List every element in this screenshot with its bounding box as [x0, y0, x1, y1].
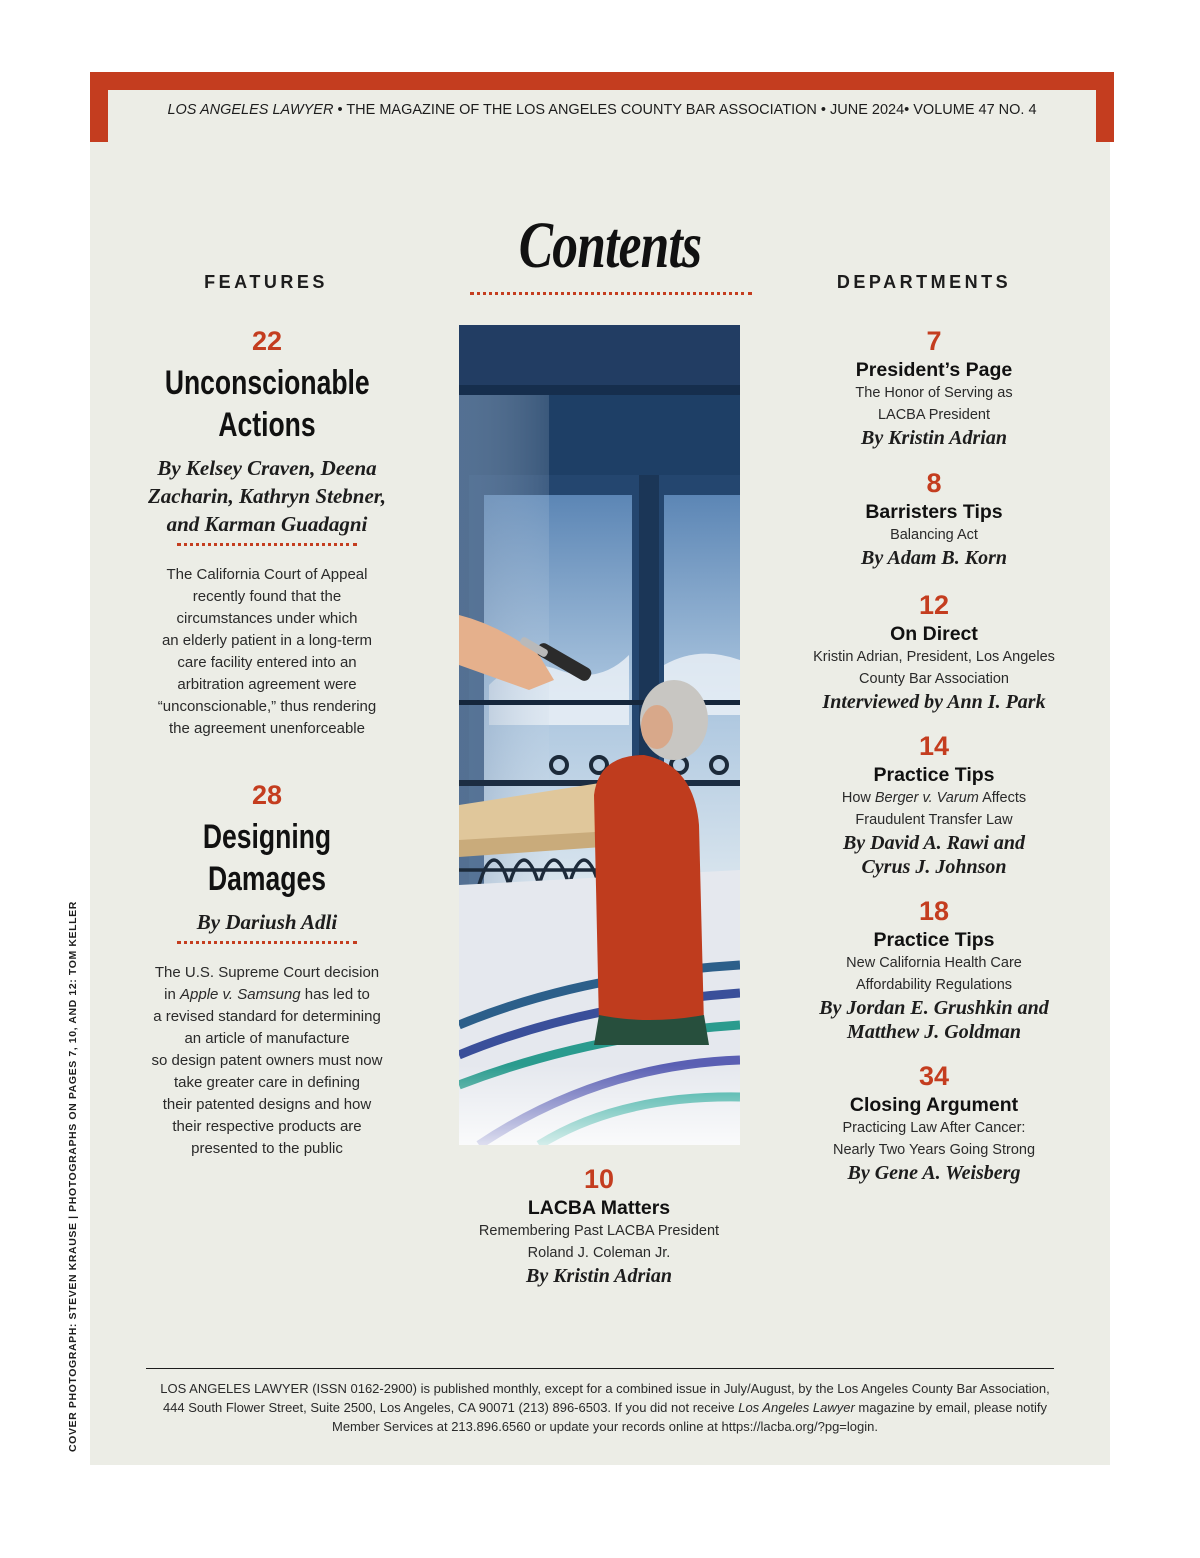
footer-text: magazine by email, please notify [854, 1400, 1048, 1415]
department-title: President’s Page [855, 359, 1013, 381]
department-page-number: 34 [918, 1061, 950, 1091]
footer-line: LOS ANGELES LAWYER (ISSN 0162-2900) is published monthly, except for a combined issue in July/August, by the Los Angeles County Bar Association, [160, 1381, 1050, 1396]
feature-title-line: Damages [208, 860, 326, 898]
department-page-number: 8 [926, 468, 942, 498]
desc-line: “unconscionable,” thus rendering [157, 698, 377, 715]
desc-line: a revised standard for determining [153, 1008, 381, 1025]
department-item[interactable] [784, 590, 1084, 714]
page-title: Contents [518, 209, 702, 282]
department-page-number: 18 [918, 896, 950, 926]
desc-line: circumstances under which [176, 610, 358, 627]
department-subtitle: Balancing Act [890, 527, 978, 543]
feature-item[interactable] [136, 780, 398, 936]
center-department-item[interactable] [446, 1164, 752, 1288]
masthead [108, 102, 1096, 118]
department-byline: By Jordan E. Grushkin and [819, 997, 1049, 1019]
desc-line: care facility entered into an [177, 654, 357, 671]
cover-illustration [459, 325, 740, 1145]
desc-line: their respective products are [172, 1118, 362, 1135]
feature-title-line: Unconscionable [164, 364, 370, 402]
desc-text: has led to [300, 986, 370, 1003]
department-title: Practice Tips [873, 764, 995, 786]
department-byline: By Gene A. Weisberg [847, 1162, 1021, 1184]
desc-text: in [164, 986, 180, 1003]
masthead-rest: • THE MAGAZINE OF THE LOS ANGELES COUNTY BAR ASSOCIATION • JUNE 2024• VOLUME 47 NO. 4 [333, 102, 1037, 118]
subtitle-text: Affects [978, 790, 1027, 806]
department-title: Practice Tips [873, 929, 995, 951]
publication-notice [140, 1379, 1070, 1436]
feature-divider [177, 941, 357, 944]
desc-line: an article of manufacture [184, 1030, 350, 1047]
desc-line: presented to the public [191, 1140, 343, 1157]
desc-line: an elderly patient in a long-term [161, 632, 373, 649]
department-byline: By Kristin Adrian [861, 427, 1007, 449]
desc-line: The California Court of Appeal [166, 566, 368, 583]
desc-line: recently found that the [192, 588, 342, 605]
feature-page-number: 28 [251, 780, 283, 810]
desc-line: take greater care in defining [174, 1074, 360, 1091]
desc-line: so design patent owners must now [151, 1052, 383, 1069]
department-subtitle: New California Health Care [846, 955, 1022, 971]
department-item[interactable] [784, 326, 1084, 450]
feature-divider [177, 543, 357, 546]
footer-line [140, 1398, 1070, 1417]
desc-line: their patented designs and how [162, 1096, 372, 1113]
footer-text: 444 South Flower Street, Suite 2500, Los Angeles, CA 90071 (213) 896-6503. If you did not receive [162, 1400, 739, 1415]
department-subtitle: Affordability Regulations [855, 977, 1013, 993]
department-byline: Interviewed by Ann I. Park [822, 691, 1046, 713]
department-byline: Cyrus J. Johnson [861, 856, 1007, 878]
department-title: On Direct [890, 623, 978, 645]
case-name: Apple v. Samsung [180, 986, 301, 1003]
department-subtitle: Practicing Law After Cancer: [842, 1120, 1026, 1136]
photo-credit: COVER PHOTOGRAPH: STEVEN KRAUSE | PHOTOGRAPHS ON PAGES 7, 10, AND 12: TOM KELLER [67, 901, 79, 1452]
desc-line [136, 984, 398, 1006]
accent-bar-top [90, 72, 1114, 90]
department-title: Closing Argument [849, 1094, 1019, 1116]
department-page-number: 10 [583, 1164, 615, 1194]
masthead-magazine: LOS ANGELES LAWYER [167, 102, 334, 118]
department-item[interactable] [784, 731, 1084, 879]
department-page-number: 7 [926, 326, 942, 356]
footer-rule [146, 1368, 1054, 1369]
department-title: Barristers Tips [865, 501, 1003, 523]
feature-title-line: Actions [218, 406, 316, 444]
departments-heading: DEPARTMENTS [836, 272, 1012, 292]
subtitle-text: How [841, 790, 875, 806]
desc-line: the agreement unenforceable [169, 720, 365, 737]
department-subtitle: The Honor of Serving as [855, 385, 1013, 401]
department-title: LACBA Matters [527, 1197, 671, 1219]
feature-page-number: 22 [251, 326, 283, 356]
department-page-number: 12 [918, 590, 950, 620]
department-subtitle: Remembering Past LACBA President [478, 1223, 720, 1239]
department-subtitle: LACBA President [877, 407, 991, 423]
desc-line: The U.S. Supreme Court decision [154, 964, 380, 981]
department-subtitle: Nearly Two Years Going Strong [832, 1142, 1036, 1158]
feature-byline: Zacharin, Kathryn Stebner, [147, 484, 387, 508]
department-page-number: 14 [918, 731, 950, 761]
department-subtitle [784, 787, 1084, 809]
department-item[interactable] [784, 896, 1084, 1044]
department-subtitle: Kristin Adrian, President, Los Angeles [813, 649, 1055, 665]
department-subtitle: County Bar Association [859, 671, 1009, 687]
department-byline: Matthew J. Goldman [847, 1021, 1021, 1043]
magazine-name: Los Angeles Lawyer [738, 1400, 855, 1415]
accent-bar-left [90, 72, 108, 142]
desc-line: arbitration agreement were [177, 676, 357, 693]
department-byline: By Adam B. Korn [861, 547, 1007, 569]
accent-bar-right [1096, 72, 1114, 142]
feature-byline: By Kelsey Craven, Deena [157, 456, 377, 480]
case-name: Berger v. Varum [874, 790, 979, 806]
department-subtitle: Roland J. Coleman Jr. [527, 1245, 671, 1261]
feature-byline: By Dariush Adli [196, 910, 338, 934]
department-byline: By Kristin Adrian [526, 1265, 672, 1287]
feature-item[interactable] [136, 326, 398, 538]
department-subtitle: Fraudulent Transfer Law [855, 812, 1013, 828]
feature-byline: and Karman Guadagni [166, 512, 368, 536]
feature-description [136, 962, 398, 1160]
feature-description [136, 564, 398, 740]
department-item[interactable] [784, 1061, 1084, 1185]
footer-line: Member Services at 213.896.6560 or update your records online at https://lacba.org/?pg=login. [332, 1419, 878, 1434]
feature-title-line: Designing [202, 818, 332, 856]
title-divider [470, 292, 752, 295]
department-item[interactable] [784, 468, 1084, 570]
features-heading: FEATURES [204, 272, 328, 292]
department-byline: By David A. Rawi and [842, 832, 1026, 854]
